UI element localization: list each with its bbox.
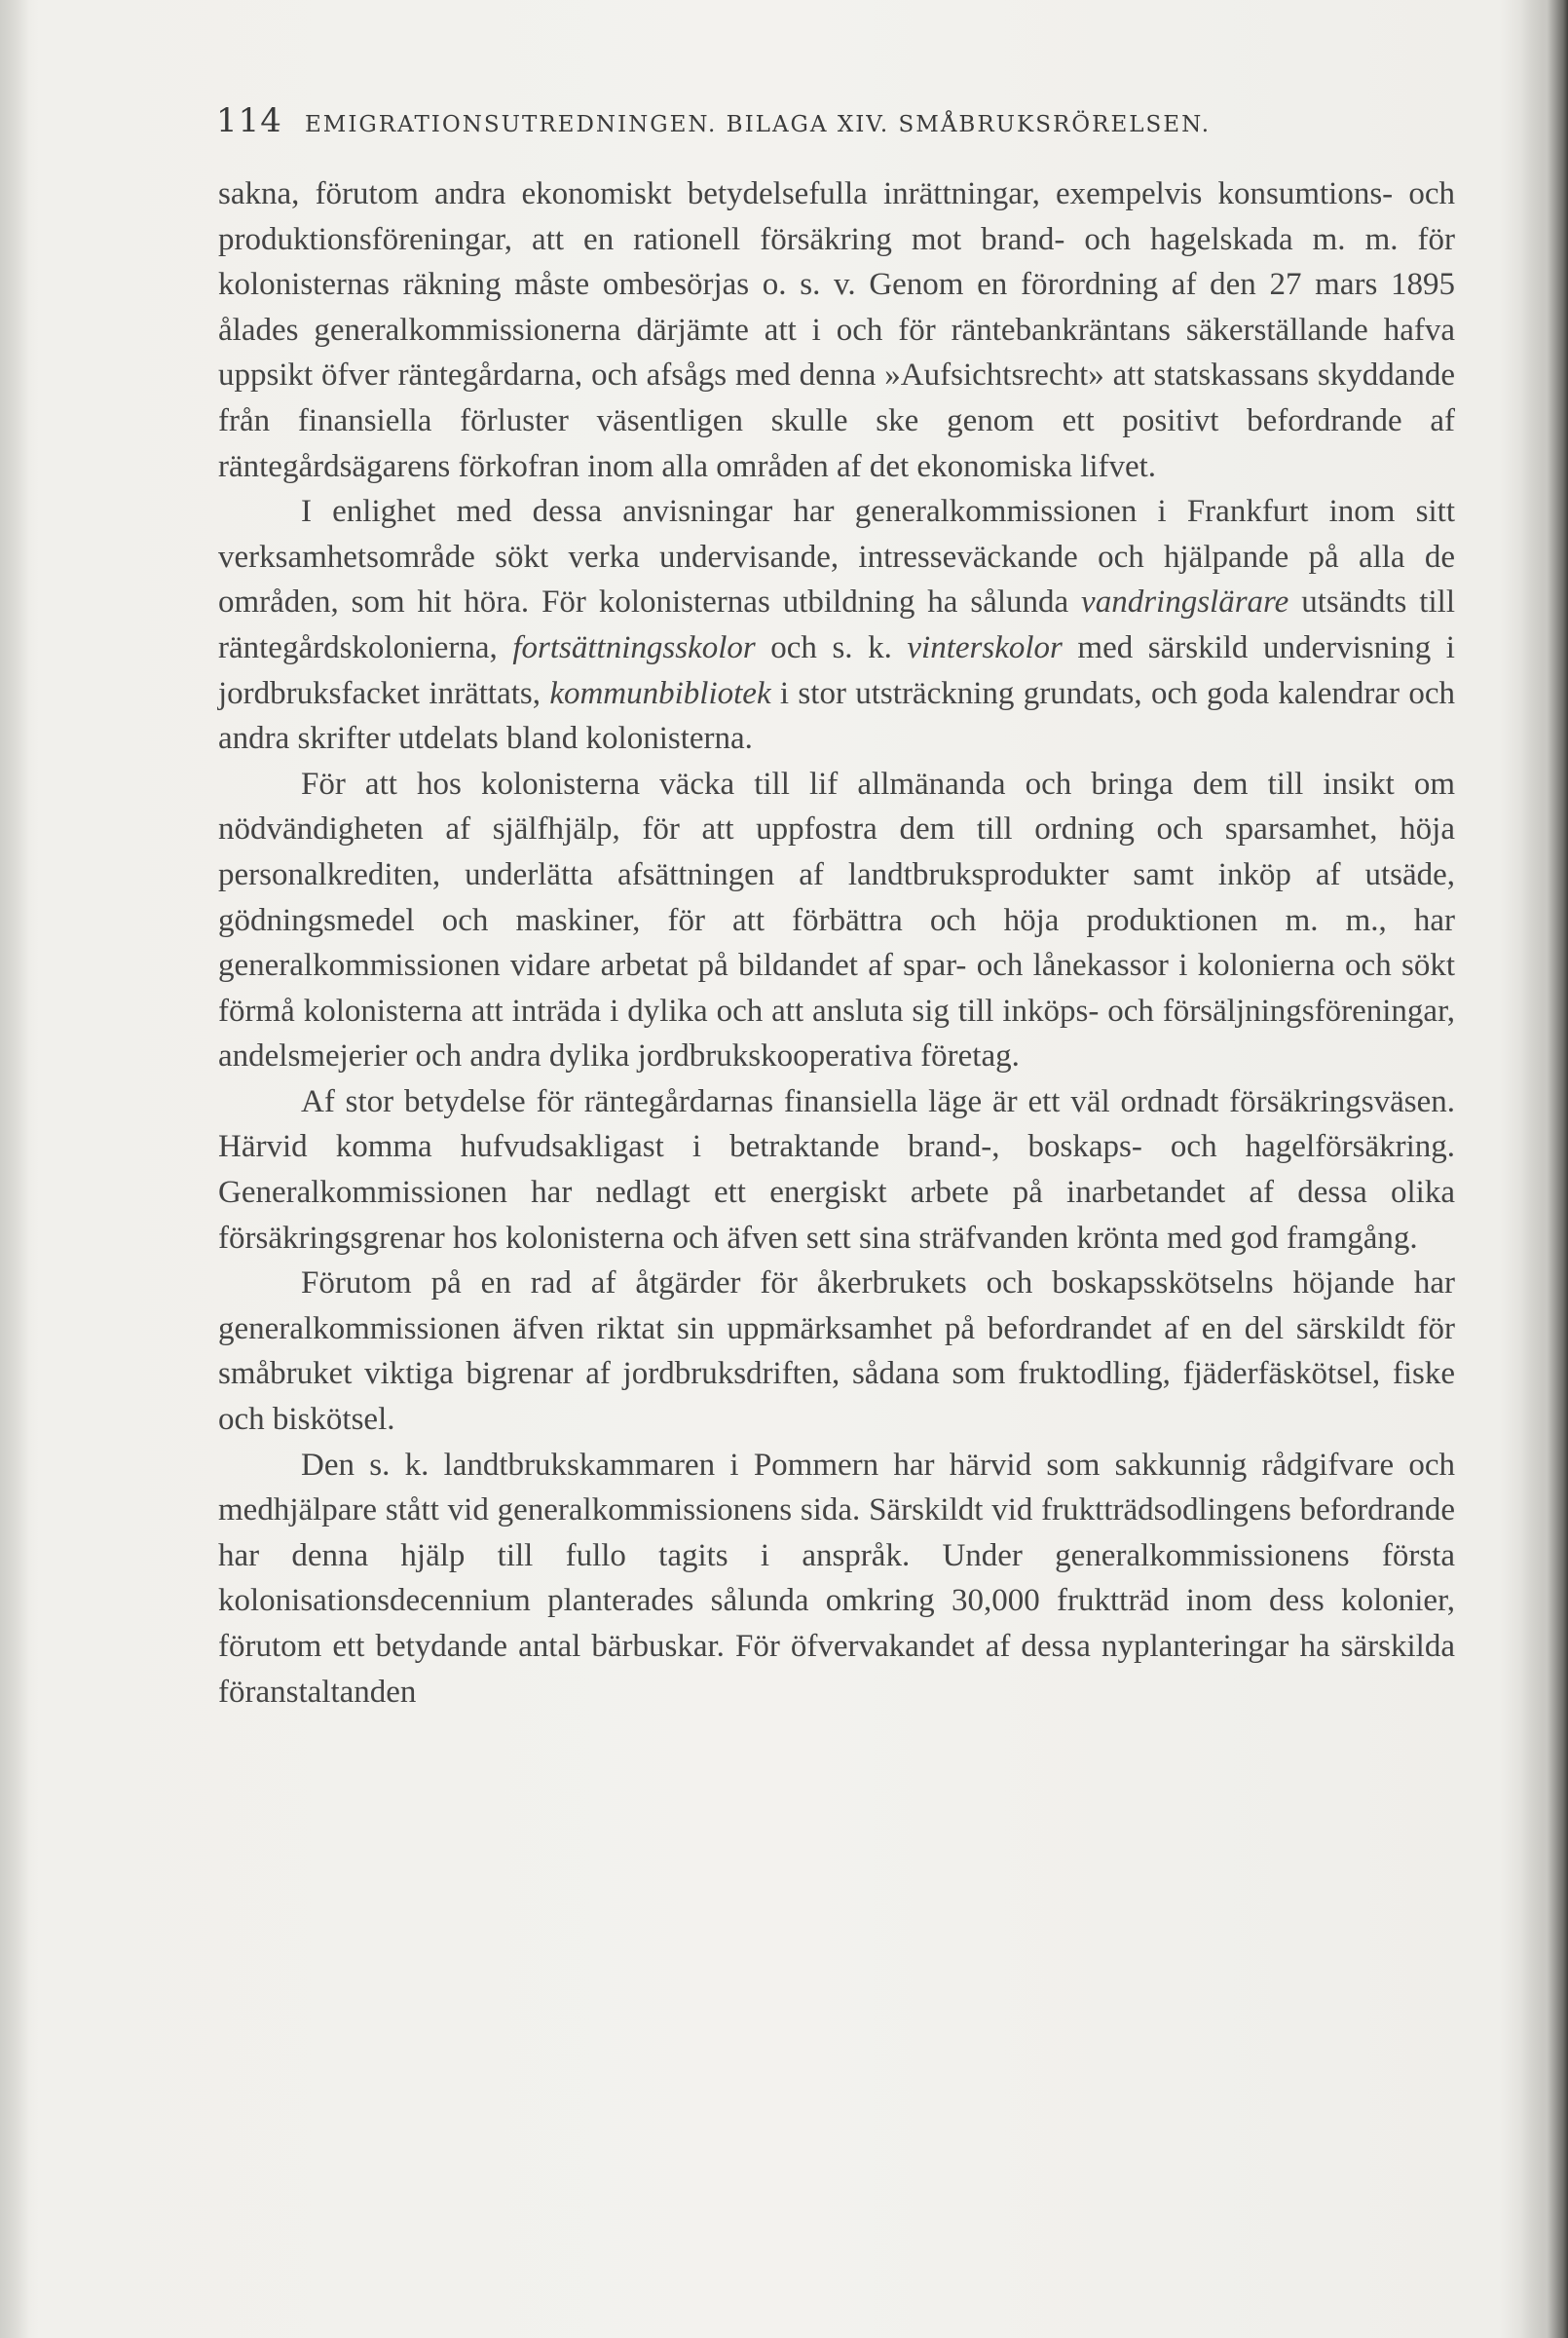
text-segment: Af stor betydelse för räntegårdarnas finansiella läge är ett väl ordnadt försäkringsväsen. Härvid komma hufvudsakligast i betraktande brand-, boskaps- och hagelförsäkring. Generalkommissionen har nedlagt ett energiskt arbete på inarbetandet af dessa olika försäkringsgrenar hos kolonisterna och äfven sett sina sträfvanden krönta med god framgång. xyxy=(218,1083,1455,1256)
body-text xyxy=(218,171,1455,1715)
running-title: EMIGRATIONSUTREDNINGEN. BILAGA XIV. SMÅBRUKSRÖRELSEN. xyxy=(305,112,1212,137)
text-segment: I enlighet med dessa anvisningar har generalkommissionen i Frankfurt inom sitt verksamhetsområde sökt verka undervisande, intresseväckande och hjälpande på alla de områden, som hit höra. För kolonisternas utbildning ha sålunda xyxy=(218,494,1455,621)
text-segment: För att hos kolonisterna väcka till lif allmänanda och bringa dem till insikt om nödvändigheten af själfhjälp, för att uppfostra dem till ordning och sparsamhet, höja personalkrediten, underlätta afsättningen af landtbruksprodukter samt inköp af utsäde, gödningsmedel och maskiner, för att förbättra och höja produktionen m. m., har generalkommissionen vidare arbetat på bildandet af spar- och lånekassor i kolonierna och sökt förmå kolonisterna att inträda i dylika och att ansluta sig till inköps- och försäljningsföreningar, andelsmejerier och andra dylika jordbrukskooperativa företag. xyxy=(218,766,1455,1075)
page-number: 114 xyxy=(216,101,282,140)
text-segment: sakna, förutom andra ekonomiskt betydelsefulla inrättningar, exempelvis konsumtions- och produktionsföreningar, att en rationell försäkring mot brand- och hagelskada m. m. för kolonisternas räkning måste ombesörjas o. s. v. Genom en förordning af den 27 mars 1895 ålades generalkommissionerna därjämte att i och för räntebankräntans säkerställande hafva uppsikt öfver räntegårdarna, och afsågs med denna »Aufsichtsrecht» att statskassans skyddande från finansiella förluster väsentligen skulle ske genom ett positivt befordrande af räntegårdsägarens förkofran inom alla områden af det ekonomiska lifvet. xyxy=(218,176,1455,484)
paragraph-5 xyxy=(218,1261,1455,1442)
page-gutter-shadow xyxy=(0,0,29,2338)
paragraph-1 xyxy=(218,171,1455,489)
paragraph-6 xyxy=(218,1443,1455,1716)
italic-term: fortsättningsskolor xyxy=(512,629,756,665)
italic-term: vinterskolor xyxy=(907,629,1063,665)
text-segment: Den s. k. landtbrukskammaren i Pommern har härvid som sakkunnig rådgifvare och medhjälpare stått vid generalkommissionens sida. Särskildt vid fruktträdsodlingens befordrande har denna hjälp till fullo tagits i anspråk. Under generalkommissionens första kolonisationsdecennium planterades sålunda omkring 30,000 fruktträd inom dess kolonier, förutom ett betydande antal bärbuskar. För öfvervakandet af dessa nyplanteringar ha särskilda föranstaltanden xyxy=(218,1447,1455,1710)
running-header xyxy=(216,101,1482,150)
text-segment: och s. k. xyxy=(755,629,908,665)
italic-term: kommunbibliotek xyxy=(549,675,771,711)
paragraph-4 xyxy=(218,1079,1455,1261)
page-edge-shadow xyxy=(1521,0,1568,2338)
paragraph-3 xyxy=(218,762,1455,1079)
text-segment: Förutom på en rad af åtgärder för åkerbrukets och boskapsskötselns höjande har generalkommissionen äfven riktat sin uppmärksamhet på befordrandet af en del särskildt för småbruket viktiga bigrenar af jordbruksdriften, sådana som fruktodling, fjäderfäskötsel, fiske och biskötsel. xyxy=(218,1265,1455,1438)
text-segment: med särskild undervisning i jordbruksfacket inrättats, xyxy=(218,629,1455,711)
text-segment: utsändts till räntegårdskolonierna, xyxy=(218,584,1455,665)
italic-term: vandringslärare xyxy=(1081,584,1289,621)
text-segment: i stor utsträckning grundats, och goda kalendrar och andra skrifter utdelats bland kolonisterna. xyxy=(218,675,1455,757)
paragraph-2 xyxy=(218,489,1455,762)
